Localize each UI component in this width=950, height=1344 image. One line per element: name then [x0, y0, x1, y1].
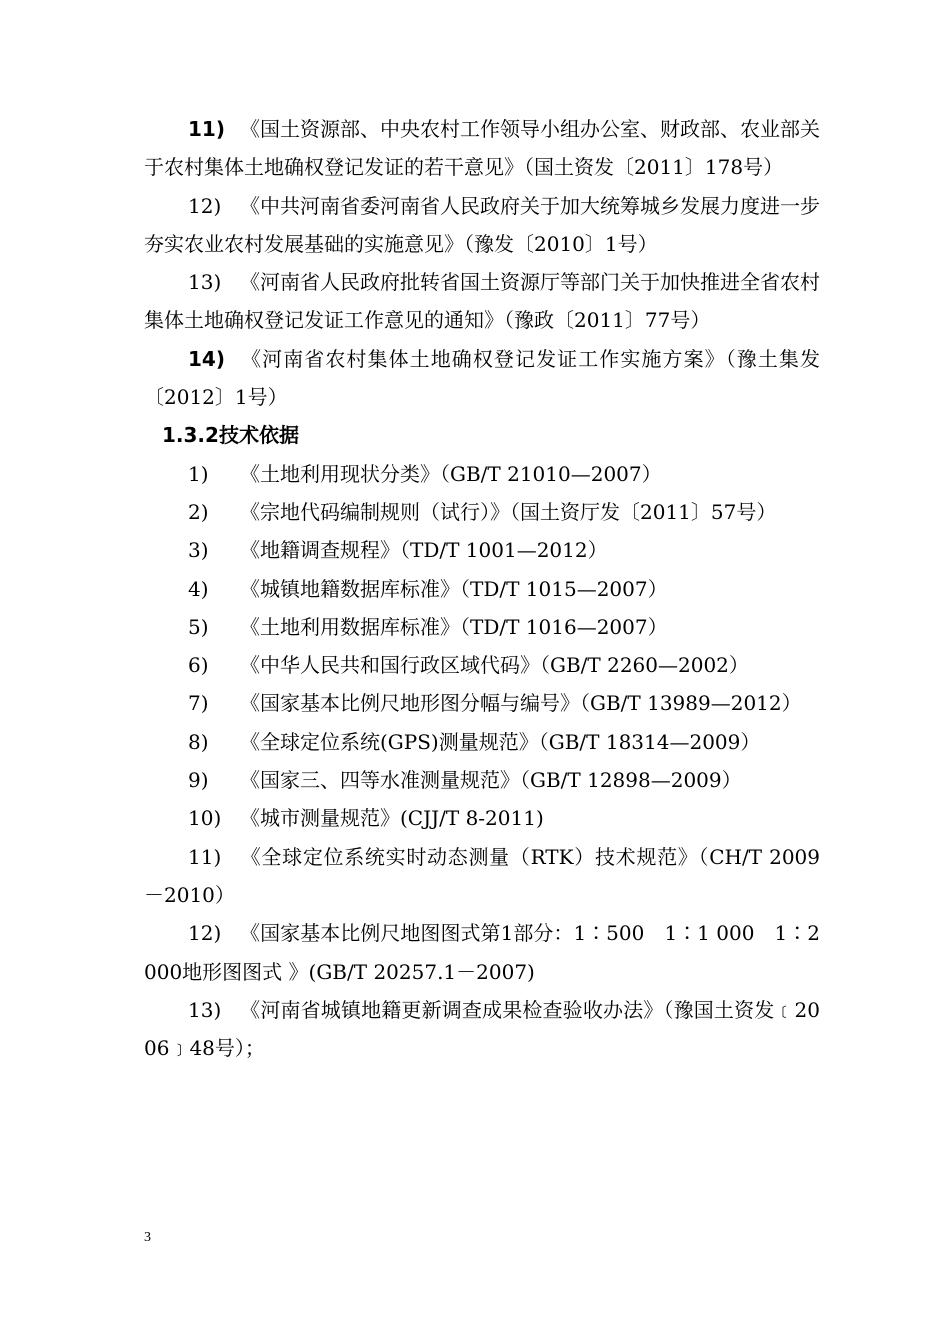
technical-basis-item-2 — [144, 493, 820, 531]
item-number: 5) — [188, 614, 209, 639]
item-number: 9) — [188, 768, 209, 793]
technical-basis-item-13 — [144, 991, 820, 1068]
legal-basis-item-13 — [144, 263, 820, 340]
technical-basis-item-5 — [144, 608, 820, 646]
item-number: 14) — [188, 346, 225, 371]
item-text: 《河南省城镇地籍更新调查成果检查验收办法》（豫国土资发﹝2006﹞48号）； — [144, 997, 820, 1061]
item-number: 11) — [188, 117, 225, 141]
page-number: 3 — [144, 1230, 151, 1245]
item-text: 《土地利用现状分类》（GB/T 21010—2007） — [240, 461, 662, 486]
item-text: 《全球定位系统(GPS)测量规范》（GB/T 18314—2009） — [240, 729, 761, 754]
technical-basis-item-8 — [144, 723, 820, 761]
technical-basis-item-1 — [144, 455, 820, 493]
item-number: 8) — [188, 729, 209, 754]
section-heading — [144, 416, 820, 454]
item-text: 《国家基本比例尺地图图式第1部分：1∶500 1∶1 000 1∶2 000地形图图式 》(GB/T 20257.1－2007) — [144, 921, 820, 984]
item-text: 《中共河南省委河南省人民政府关于加大统筹城乡发展力度进一步夯实农业农村发展基础的实施意见》（豫发〔2010〕1号） — [144, 193, 820, 256]
item-number: 1) — [188, 461, 209, 486]
item-text: 《中华人民共和国行政区域代码》（GB/T 2260—2002） — [240, 653, 749, 678]
technical-basis-item-9 — [144, 761, 820, 799]
item-text: 《城市测量规范》(CJJ/T 8-2011) — [240, 806, 544, 831]
technical-basis-item-7 — [144, 684, 820, 722]
technical-basis-item-4 — [144, 570, 820, 608]
item-text: 《全球定位系统实时动态测量（RTK）技术规范》（CH/T 2009－2010） — [144, 844, 820, 907]
section-title: 技术依据 — [218, 423, 299, 448]
item-text: 《城镇地籍数据库标准》（TD/T 1015—2007） — [240, 576, 668, 601]
technical-basis-item-10 — [144, 799, 820, 837]
item-number: 13) — [188, 270, 222, 295]
technical-basis-item-11 — [144, 838, 820, 915]
item-number: 4) — [188, 576, 209, 601]
document-body — [144, 110, 820, 1067]
item-number: 3) — [188, 538, 209, 563]
item-text: 《河南省农村集体土地确权登记发证工作实施方案》（豫土集发〔2012〕1号） — [144, 346, 820, 410]
legal-basis-item-12 — [144, 187, 820, 264]
item-number: 10) — [188, 806, 222, 831]
item-number: 7) — [188, 691, 209, 716]
item-number: 12) — [188, 193, 222, 218]
legal-basis-item-11 — [144, 110, 820, 187]
technical-basis-item-12 — [144, 914, 820, 991]
item-number: 12) — [188, 921, 222, 946]
legal-basis-item-14 — [144, 340, 820, 417]
item-text: 《宗地代码编制规则（试行）》（国土资厅发〔2011〕57号） — [240, 499, 777, 524]
item-text: 《地籍调查规程》（TD/T 1001—2012） — [240, 538, 608, 563]
technical-basis-item-6 — [144, 646, 820, 684]
item-text: 《国土资源部、中央农村工作领导小组办公室、财政部、农业部关于农村集体土地确权登记发证的若干意见》（国土资发〔2011〕178号） — [144, 117, 820, 180]
item-number: 11) — [188, 844, 222, 869]
item-number: 13) — [188, 997, 222, 1022]
item-text: 《河南省人民政府批转省国土资源厅等部门关于加快推进全省农村集体土地确权登记发证工作意见的通知》（豫政〔2011〕77号） — [144, 270, 820, 333]
item-text: 《国家基本比例尺地形图分幅与编号》（GB/T 13989—2012） — [240, 691, 802, 716]
item-number: 6) — [188, 653, 209, 678]
item-text: 《国家三、四等水准测量规范》（GB/T 12898—2009） — [240, 768, 742, 793]
item-number: 2) — [188, 499, 209, 524]
section-number: 1.3.2 — [162, 423, 219, 448]
technical-basis-item-3 — [144, 531, 820, 569]
item-text: 《土地利用数据库标准》（TD/T 1016—2007） — [240, 614, 668, 639]
